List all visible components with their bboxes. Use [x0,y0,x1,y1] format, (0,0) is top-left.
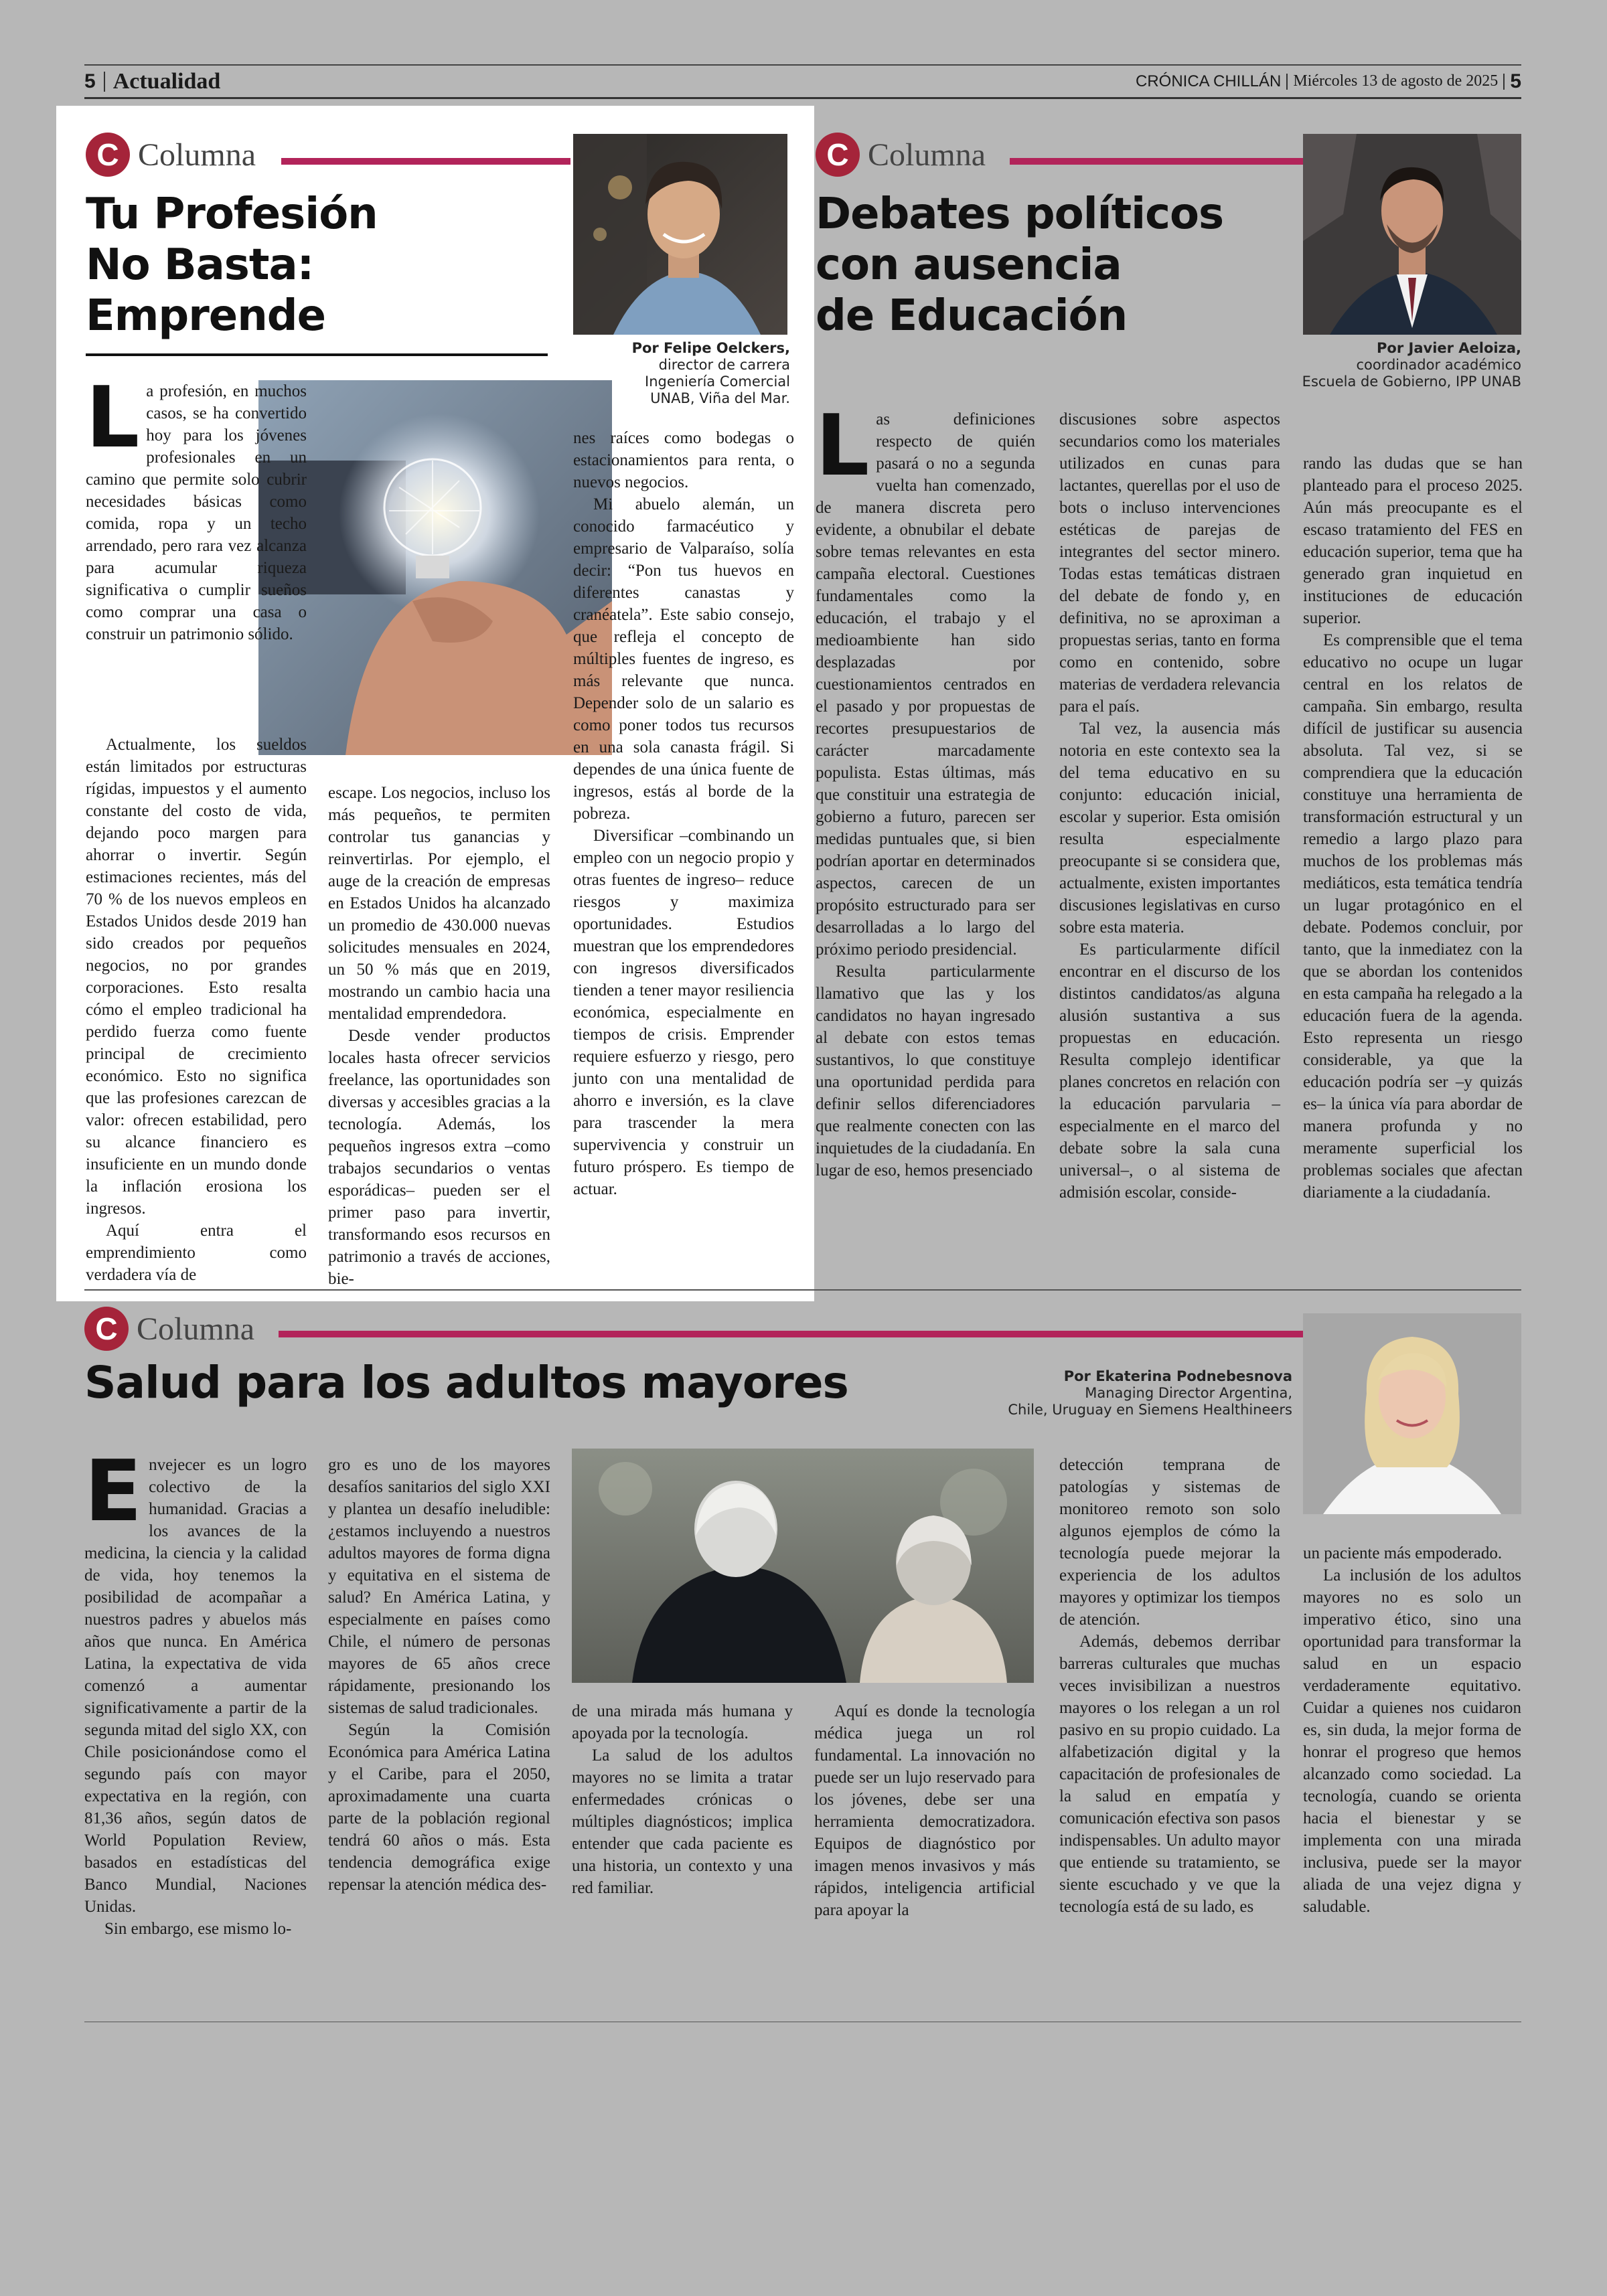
paragraph-text: nvejecer es un logro colectivo de la humanidad. Gracias a los avances de la medicina, la ciencia y la calidad de vida, hoy tenemos la posibilidad de acompañar a nuestros padres y abuelos más años que nunca. En América Latina, la expectativa de vida comenzó a aumentar significativamente a partir de la segunda mitad del siglo XX, con Chile posicionándose como el segundo país con mayor expectativa en la región, con 81,36 años, según datos de World Population Review, basados en estadísticas del Banco Mundial, Naciones Unidas. [84,1456,307,1916]
article-paragraph: Mi abuelo alemán, un conocido farmacéutico y empresario de Valparaíso, solía decir: “Pon tus huevos en diferentes canastas y cranéatela”. Este sabio consejo, que refleja el concepto de múltiples fuentes de ingreso, es más relevante que nunca. Depender solo de un salario es como poner todos tus recursos en una sola canasta frágil. Si dependes de una única fuente de ingresos, estás al borde de la pobreza. [573,495,794,823]
author-role-line: Managing Director Argentina, [1085,1385,1292,1401]
article-paragraph: nes raíces como bodegas o estacionamientos para renta, o nuevos negocios. [573,429,794,491]
article-paragraph: gro es uno de los mayores desafíos sanitarios del siglo XXI y plantea un desafío ineludible: ¿estamos incluyendo a nuestros adultos mayores de forma digna y equitativa en el sistema de salud? En América Latina, y especialmente en países como Chile, el número de personas mayores de 65 años crece rápidamente, presionando los sistemas de salud tradicionales. [328,1456,550,1717]
article-paragraph: rando las dudas que se han planteado para el proceso 2025. Aún más preocupante es el escaso tratamiento del FES en educación superior, tema que ha generado gran inquietud en instituciones de educación superior. [1303,455,1523,627]
newspaper-name: CRÓNICA CHILLÁN [1135,72,1282,90]
article-paragraph: Resulta particularmente llamativo que las y los candidatos no hayan ingresado al debate con estos temas sustantivos, lo que constituye una oportunidad perdida para definir sellos diferenciadores que realmente conecten con las inquietudes de la ciudadanía. En lugar de eso, hemos presenciado [816,963,1035,1179]
page-header [84,64,1521,99]
columna-word: Columna [137,1311,254,1347]
columna-word: Columna [868,137,986,173]
article-paragraph: La inclusión de los adultos mayores no es solo un imperativo ético, sino una oportunidad para transformar la salud en un espacio verdaderamente equitativo. Cuidar a quienes nos cuidaron es, sin duda, la mejor forma de honrar el progreso que hemos alcanzado como sociedad. La tecnología, cuando se orienta hacia el bienestar y se implementa con una mirada inclusiva, puede ser la mayor aliada de una vejez digna y saludable. [1303,1566,1521,1916]
article-body-col [1303,1542,1521,1918]
headline-line: No Basta: [86,240,314,290]
author-role-line: Chile, Uruguay en Siemens Healthineers [1008,1402,1292,1418]
lightbulb-photo [258,380,612,755]
accent-bar [279,1331,1303,1337]
article-paragraph [84,1442,307,1918]
article-paragraph: discusiones sobre aspectos secundarios como los materiales utilizados en cunas para lactantes, querellas por el uso de bots o incluso intervenciones estéticas de parejas de integrantes del sector minero. Todas estas temáticas distraen del debate de fondo y, en definitiva, no se aproximan a propuestas serias, tanto en forma como en contenido, sobre materias de verdadera relevancia para el país. [1059,410,1280,716]
author-role-line: coordinador académico [1356,357,1521,373]
columna-badge: C [86,133,130,177]
article-paragraph: Diversificar –combinando un empleo con un negocio propio y otras fuentes de ingreso– reduce riesgos y maximiza oportunidades. Estudios muestran que los emprendedores con ingresos diversificados tienden a tener mayor resiliencia económica, especialmente en tiempos de crisis. Emprender requiere esfuerzo y riesgo, pero junto con una mentalidad de ahorro e inversión, es la clave para trascender la mera supervivencia y construir un futuro próspero. Es tiempo de actuar. [573,827,794,1198]
author-role-line: Escuela de Gobierno, IPP UNAB [1302,374,1521,390]
article-paragraph: Es particularmente difícil encontrar en el discurso de los distintos candidatos/as alguna alusión sustantiva a sus propuestas en educación. Resulta complejo identificar planes concretos en relación con la educación parvularia –especialmente en el marco del debate sobre la sala cuna universal–, o al sistema de admisión escolar, conside- [1059,940,1280,1202]
article-paragraph: Actualmente, los sueldos están limitados por estructuras rígidas, impuestos y el aumento constante del costo de vida, dejando poco margen para ahorrar o invertir. Según estimaciones recientes, más del 70 % de los nuevos empleos en Estados Unidos desde 2019 han sido creados por pequeños negocios, no por grandes corporaciones. Esto resalta cómo el empleo tradicional ha perdido fuerza como fuente principal de crecimiento económico. Esto no significa que las profesiones carezcan de valor: ofrecen estabilidad, pero su alcance financiero es insuficiente en un mundo donde la inflación erosiona los ingresos. [86,736,307,1218]
page-number-right: 5 [1510,70,1521,92]
article-body-col [328,1454,550,1896]
article-paragraph: escape. Los negocios, incluso los más pequeños, te permiten controlar tus ganancias y reinvertirlas. Por ejemplo, el auge de la creación de empresas en Estados Unidos ha alcanzado un promedio de 430.000 nuevas solicitudes mensuales en 2024, un 50 % más que en 2019, mostrando un cambio hacia una mentalidad emprendedora. [328,784,550,1023]
article-body-col [814,1700,1035,1921]
columna-badge: C [816,133,860,177]
columna-badge: C [84,1307,129,1351]
header-divider [1503,74,1505,90]
author-byline [1292,340,1521,390]
elderly-couple-photo [572,1449,1034,1683]
headline-line: Emprende [86,291,325,341]
article-body-col [1303,453,1523,1204]
drop-cap: E [84,1442,143,1540]
article-body-col [328,782,550,1290]
article-headline [86,189,554,341]
article-paragraph: Tal vez, la ausencia más notoria en este contexto sea la del tema educativo en su conjunto: educación inicial, escolar y superior. Esta omisión resulta especialmente preocupante si se considera que, actualmente, existen importantes discusiones legislativas en curso sobre esta materia. [1059,720,1280,936]
author-photo [573,134,787,335]
author-role-line: UNAB, Viña del Mar. [650,390,790,406]
author-name: Por Felipe Oelckers, [631,340,790,356]
article-paragraph [816,396,1035,961]
drop-cap: L [816,396,870,495]
article-body-col [1059,408,1280,1204]
article-body-col [816,396,1035,1181]
article-body-col [86,734,307,1286]
author-photo [1303,134,1521,335]
author-name: Por Ekaterina Podnebesnova [1063,1368,1292,1384]
article-paragraph: un paciente más empoderado. [1303,1544,1503,1562]
author-byline [984,1368,1292,1418]
drop-cap: L [86,368,140,467]
article-paragraph: Aquí entra el emprendimiento como verdadera vía de [86,1222,307,1284]
article-headline [816,189,1298,341]
article-body-col [84,1442,307,1940]
section-name: Actualidad [112,68,221,94]
article-paragraph: Según la Comisión Económica para América Latina y el Caribe, para el 2050, aproximadamente una cuarta parte de la población regional tendrá 60 años o más. Esta tendencia demográfica exige repensar la atención médica des- [328,1721,550,1894]
article-body-col [573,427,794,1200]
header-right [1136,70,1521,93]
columna-label [816,133,986,177]
headline-rule [86,353,548,356]
article-paragraph: detección temprana de patologías y sistemas de monitoreo remoto son solo algunos ejemplos de cómo la tecnología puede mejorar la experiencia de los adultos mayores y optimizar los tiempos de atención. [1059,1456,1280,1629]
page-number-left: 5 [84,70,96,92]
author-role-line: Ingeniería Comercial [645,374,790,390]
author-role-line: director de carrera [658,357,790,373]
article-paragraph: Es comprensible que el tema educativo no ocupe un lugar central en los relatos de campaña. Sin embargo, resulta difícil de justificar su ausencia absoluta. Tal vez, si se comprendiera que la educación constituye una herramienta de transformación estructural y un remedio a largo plazo para muchos de los problemas más mediáticos, esta temática tendría un lugar protagónico en el debate. Podemos concluir, por tanto, que la inmediatez con la que se abordan los contenidos en esta campaña ha relegado a la educación fuera de la agenda. Esto representa un riesgo considerable, ya que la educación podría ser –y quizás es– la única vía para abordar de manera profunda y no meramente superficial los problemas sociales que afectan diariamente a la ciudadanía. [1303,631,1523,1202]
article-paragraph: de una mirada más humana y apoyada por la tecnología. [572,1702,793,1742]
article-paragraph: Además, debemos derribar barreras culturales que muchas veces invisibilizan a nuestros mayores o los relegan a un rol pasivo en su propio cuidado. La alfabetización digital y la capacitación de profesionales de la salud en empatía y comunicación efectiva son pasos indispensables. Un adulto mayor que entiende su tratamiento, se siente escuchado y ve que la tecnología está de su lado, es [1059,1633,1280,1916]
author-photo [1303,1313,1521,1514]
headline-line: Tu Profesión [86,189,378,239]
header-divider [1286,74,1288,90]
article-body-col [1059,1454,1280,1918]
article-paragraph: La salud de los adultos mayores no se limita a tratar enfermedades crónicas o múltiples diagnósticos; implica entender que cada paciente es una historia, un contexto y una red familiar. [572,1746,793,1897]
columna-label [84,1307,254,1351]
headline-line: de Educación [816,291,1128,341]
article-body-col [86,368,307,645]
headline-line: Debates políticos [816,189,1224,239]
article-paragraph [86,368,307,645]
article-paragraph: Aquí es donde la tecnología médica juega un rol fundamental. La innovación no puede ser un lujo reservado para los jóvenes, debe ser una herramienta democratizadora. Equipos de diagnóstico por imagen menos invasivos y más rápidos, inteligencia artificial para apoyar la [814,1702,1035,1919]
accent-bar [281,158,570,165]
headline-line: con ausencia [816,240,1122,290]
article-body-col [572,1700,793,1899]
article-headline: Salud para los adultos mayores [84,1357,848,1408]
columna-label [86,133,256,177]
article-paragraph: Desde vender productos locales hasta ofrecer servicios freelance, las oportunidades son diversas y accesibles gracias a la tecnología. Además, los pequeños ingresos extra –como trabajos secundarios o ventas esporádicas– pueden ser el primer paso para invertir, transformando esos recursos en patrimonio a través de acciones, bie- [328,1027,550,1288]
issue-date: Miércoles 13 de agosto de 2025 [1293,72,1499,90]
header-divider [104,72,105,92]
author-name: Por Javier Aeloiza, [1377,340,1521,356]
header-left [84,69,220,94]
paragraph-text: as definiciones respecto de quién pasará o no a segunda vuelta han comenzado, de manera discreta pero evidente, a obnubilar el debate sobre temas relevantes en esta campaña electoral. Cuestiones fundamentales como la educación, el trabajo y el medioambiente han sido desplazadas por cuestionamientos centrados en el pasado y por propuestas de recortes presupuestarios de carácter marcadamente populista. Estas últimas, más que constituir una estrategia de gobierno a futuro, parecen ser medidas puntuales que, si bien podrían aportar en determinados aspectos, carecen de un propósito estructurado para ser desarrolladas a lo largo del próximo periodo presidencial. [816,410,1035,959]
article-paragraph: Sin embargo, ese mismo lo- [104,1920,292,1938]
accent-bar [1010,158,1303,165]
section-divider [84,1289,1521,1291]
columna-word: Columna [138,137,256,173]
paragraph-text: a profesión, en muchos casos, se ha convertido hoy para los jóvenes profesionales en un camino que permite solo cubrir necesidades básicas como comida, ropa y un techo arrendado, pero rara vez alcanza para acumular riqueza significativa o cumplir sueños como comprar una casa o construir un patrimonio sólido. [86,382,307,643]
